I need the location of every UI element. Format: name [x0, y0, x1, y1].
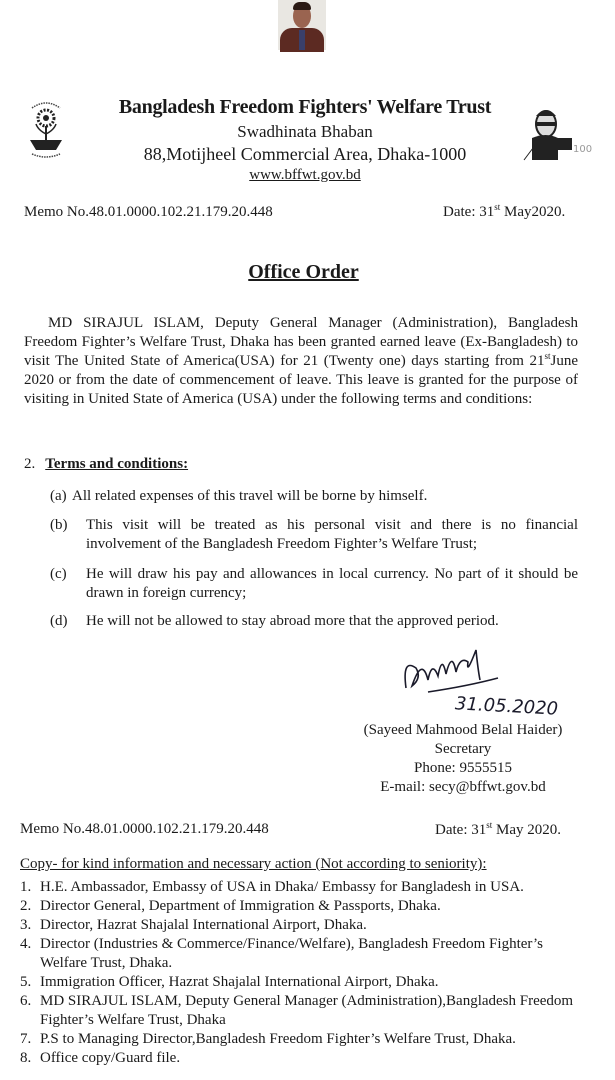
- org-name: Bangladesh Freedom Fighters' Welfare Trust: [118, 96, 492, 118]
- order-paragraph: MD SIRAJUL ISLAM, Deputy General Manager (Administration), Bangladesh Freedom Fighter’s Welfare Trust, Dhaka has been granted earned leave (Ex-Bangladesh) to visit The United State of America(USA) for 21 (Twenty one) days starting from 21stJune 2020 or from the date of commencement of leave. This leave is granted for the purpose of visiting in United State of America (USA) under the following terms and conditions:: [24, 315, 578, 407]
- signatory-name: (Sayeed Mahmood Belal Haider): [363, 722, 563, 738]
- signatory-email: E-mail: secy@bffwt.gov.bd: [380, 779, 546, 795]
- list-item: 4. Director (Industries & Commerce/Finance/Welfare), Bangladesh Freedom Fighter’s Welfare Trust, Dhaka.: [20, 936, 543, 971]
- terms-heading: 2. Terms and conditions:: [24, 456, 189, 472]
- memo-number-2: Memo No.48.01.0000.102.21.179.20.448: [20, 821, 269, 837]
- building-name: Swadhinata Bhaban: [237, 122, 373, 141]
- memo-date: Date: 31st May2020.: [443, 202, 566, 220]
- signatory-designation: Secretary: [434, 741, 492, 757]
- term-item: (c) He will draw his pay and allowances in local currency. No part of it should be drawn in foreign currency;: [50, 566, 578, 601]
- term-item: (a) All related expenses of this travel will be borne by himself.: [50, 488, 428, 504]
- copy-list: [20, 878, 580, 1068]
- term-item: (b) This visit will be treated as his personal visit and there is no financial involvement of the Bangladesh Freedom Fighter’s Welfare Trust;: [50, 517, 578, 552]
- org-emblem-logo: [26, 98, 66, 160]
- memo-date-2: Date: 31st May 2020.: [435, 820, 561, 838]
- svg-text:100: 100: [573, 144, 593, 155]
- list-item: 7. P.S to Managing Director,Bangladesh Freedom Fighter’s Welfare Trust, Dhaka.: [20, 1031, 516, 1047]
- list-item: 6. MD SIRAJUL ISLAM, Deputy General Manager (Administration),Bangladesh Freedom Fighter’s Welfare Trust, Dhaka: [20, 993, 574, 1028]
- list-item: 8. Office copy/Guard file.: [20, 1050, 181, 1066]
- signatory-phone: Phone: 9555515: [414, 760, 512, 776]
- copy-heading: Copy- for kind information and necessary action (Not according to seniority):: [20, 856, 487, 872]
- term-item: (d) He will not be allowed to stay abroad more that the approved period.: [50, 613, 499, 629]
- signature-date: 31.05.2020: [454, 693, 559, 720]
- org-address: 88,Motijheel Commercial Area, Dhaka-1000: [143, 144, 467, 164]
- list-item: 1. H.E. Ambassador, Embassy of USA in Dhaka/ Embassy for Bangladesh in USA.: [20, 879, 524, 895]
- list-item: 5. Immigration Officer, Hazrat Shajalal International Airport, Dhaka.: [20, 974, 439, 990]
- list-item: 3. Director, Hazrat Shajalal International Airport, Dhaka.: [20, 917, 367, 933]
- officer-photo: [278, 0, 326, 50]
- page-title: Office Order: [248, 261, 359, 283]
- list-item: 2. Director General, Department of Immigration & Passports, Dhaka.: [20, 898, 441, 914]
- website-link[interactable]: www.bffwt.gov.bd: [249, 167, 361, 183]
- mujib-100-logo: [522, 104, 593, 162]
- memo-number: Memo No.48.01.0000.102.21.179.20.448: [24, 204, 273, 220]
